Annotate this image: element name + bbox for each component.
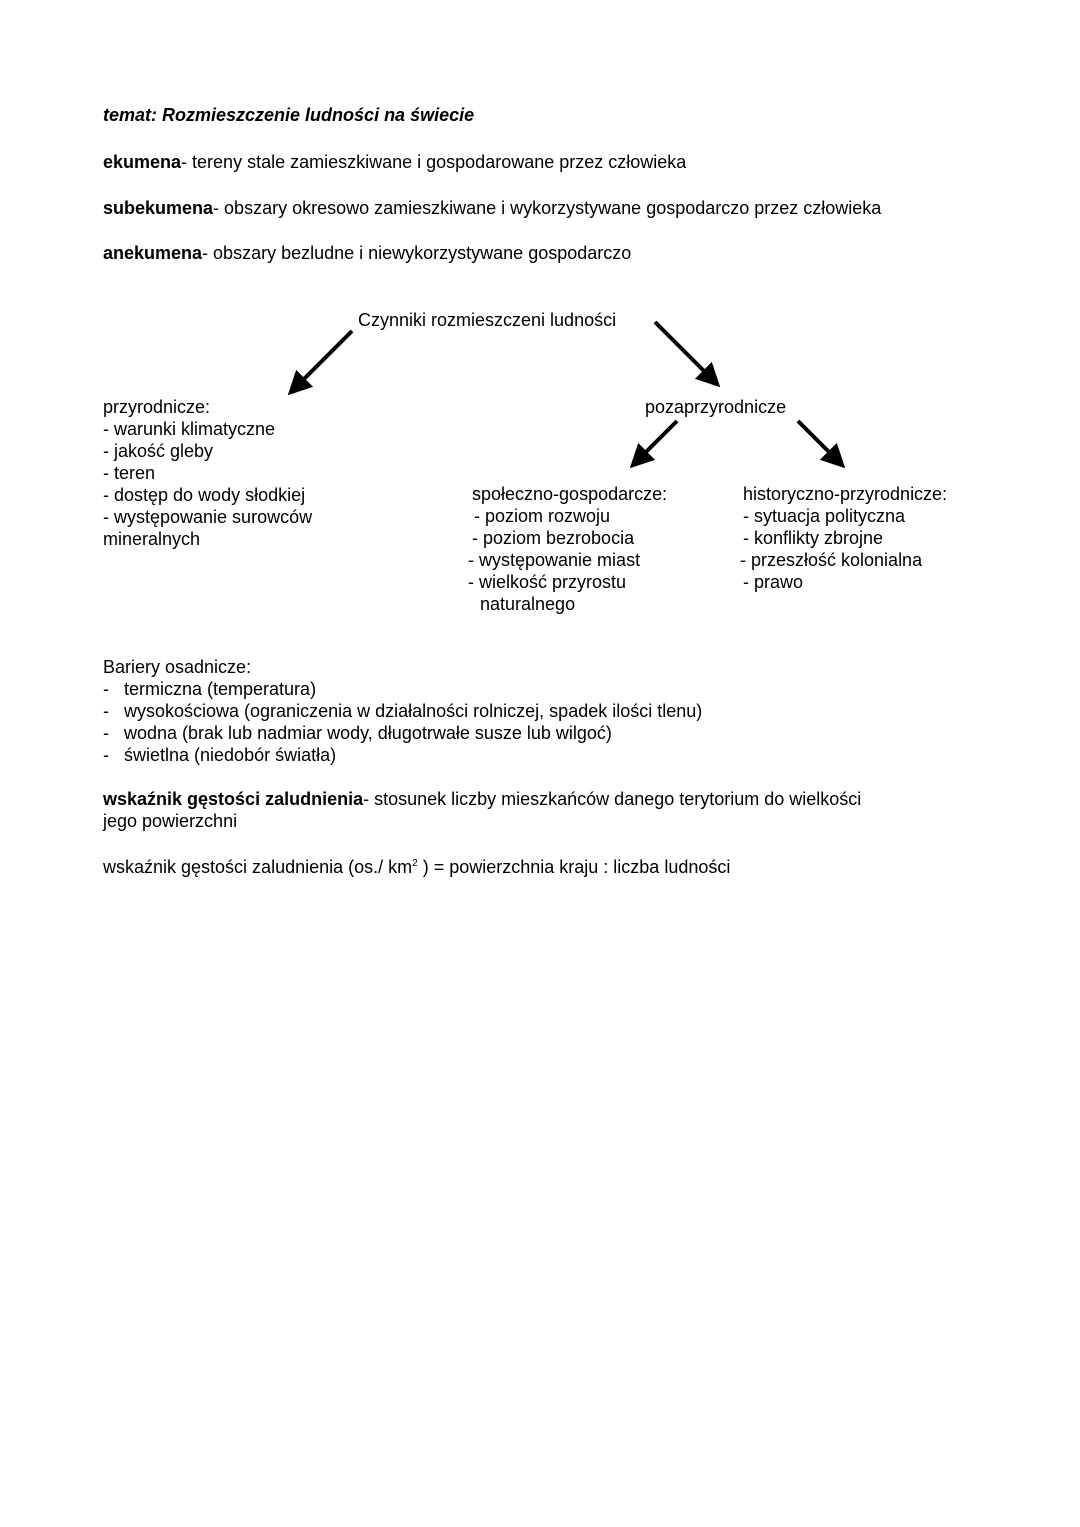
arrow-to-historical <box>798 421 841 464</box>
density-definition-line <box>103 788 861 810</box>
social-heading: społeczno-gospodarcze: <box>472 484 668 504</box>
historical-factors <box>740 483 948 593</box>
diagram-root: Czynniki rozmieszczeni ludności <box>358 310 617 330</box>
definition-text: - tereny stale zamieszkiwane i gospodarowane przez człowieka <box>181 152 687 172</box>
natural-item: - warunki klimatyczne <box>103 419 276 439</box>
historical-heading: historyczno-przyrodnicze: <box>743 484 948 504</box>
barrier-item: - wodna (brak lub nadmiar wody, długotrwałe susze lub wilgoć) <box>103 723 612 743</box>
natural-item: - teren <box>103 463 156 483</box>
arrow-to-nonnatural <box>655 322 716 383</box>
definition-term: subekumena <box>103 198 214 218</box>
barrier-item: - świetlna (niedobór światła) <box>103 745 337 765</box>
social-item: - wielkość przyrostu <box>468 572 627 592</box>
formula-superscript: 2 <box>412 858 418 869</box>
page-title: temat: Rozmieszczenie ludności na świecie <box>103 105 475 125</box>
historical-item: - konflikty zbrojne <box>743 528 884 548</box>
natural-item: - występowanie surowców <box>103 507 313 527</box>
definition-text: - obszary okresowo zamieszkiwane i wykorzystywane gospodarczo przez człowieka <box>213 198 882 218</box>
density-definition <box>103 788 861 832</box>
barrier-item: - wysokościowa (ograniczenia w działalności rolniczej, spadek ilości tlenu) <box>103 701 703 721</box>
arrow-to-social <box>634 421 677 464</box>
barrier-item: - termiczna (temperatura) <box>103 679 317 699</box>
density-definition-line2: jego powierzchni <box>103 811 238 831</box>
arrow-to-natural <box>292 331 352 391</box>
definition-term: ekumena <box>103 152 182 172</box>
natural-item: - dostęp do wody słodkiej <box>103 485 306 505</box>
social-item: - poziom rozwoju <box>474 506 611 526</box>
historical-item: - sytuacja polityczna <box>743 506 906 526</box>
historical-item: - prawo <box>743 572 804 592</box>
social-item: - występowanie miast <box>468 550 641 570</box>
definition-term: anekumena <box>103 243 203 263</box>
density-term: wskaźnik gęstości zaludnienia <box>103 789 364 809</box>
density-definition-text: - stosunek liczby mieszkańców danego terytorium do wielkości <box>363 789 862 809</box>
nonnatural-heading: pozaprzyrodnicze <box>645 397 787 417</box>
barrier-text: termiczna (temperatura) <box>124 679 317 699</box>
barrier-text: wysokościowa (ograniczenia w działalności rolniczej, spadek ilości tlenu) <box>124 701 703 721</box>
social-item: naturalnego <box>480 594 576 614</box>
formula-before: wskaźnik gęstości zaludnienia (os./ km <box>103 857 413 877</box>
barriers-heading: Bariery osadnicze: <box>103 657 252 677</box>
social-item: - poziom bezrobocia <box>472 528 635 548</box>
barriers <box>103 656 702 766</box>
barrier-text: świetlna (niedobór światła) <box>124 745 337 765</box>
definition-text: - obszary bezludne i niewykorzystywane gospodarczo <box>202 243 632 263</box>
barrier-text: wodna (brak lub nadmiar wody, długotrwałe susze lub wilgoć) <box>124 723 612 743</box>
natural-item: mineralnych <box>103 529 201 549</box>
natural-item: - jakość gleby <box>103 441 214 461</box>
natural-heading: przyrodnicze: <box>103 397 211 417</box>
historical-item: - przeszłość kolonialna <box>740 550 923 570</box>
social-factors <box>468 483 668 615</box>
density-formula <box>103 853 730 878</box>
formula-after: ) = powierzchnia kraju : liczba ludności <box>422 857 731 877</box>
natural-factors <box>103 396 312 550</box>
